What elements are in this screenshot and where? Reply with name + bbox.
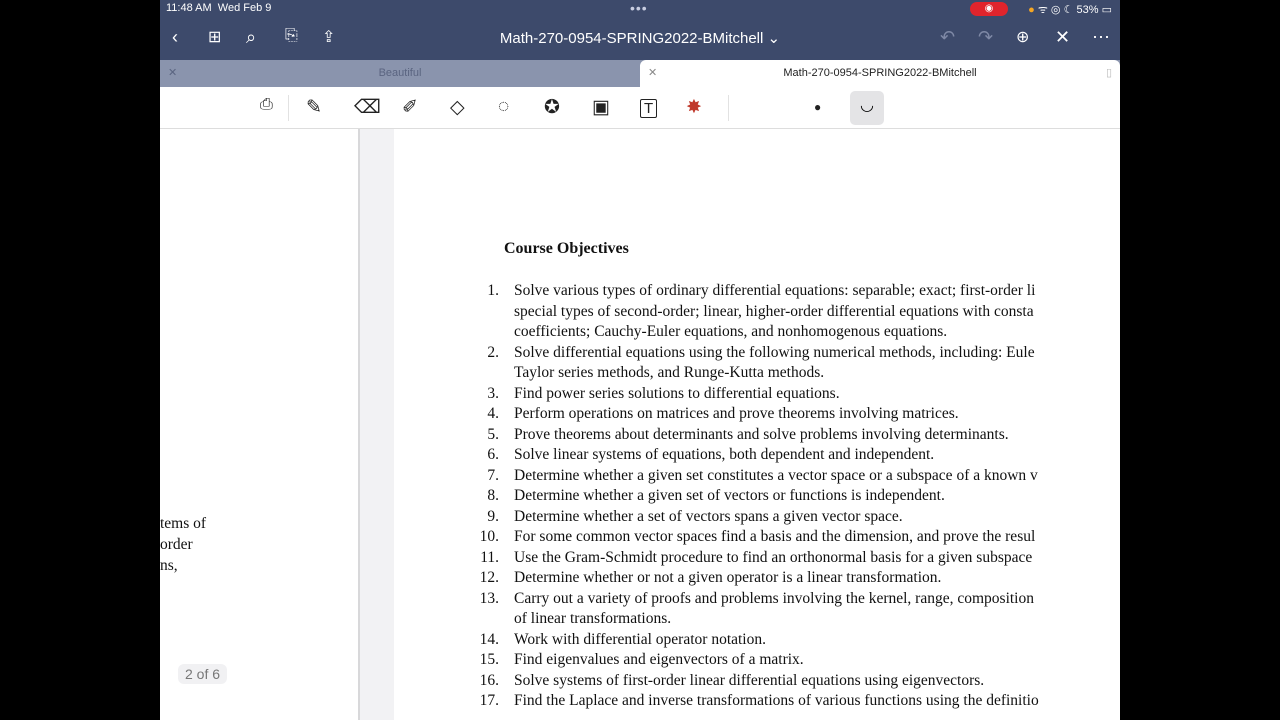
item-text: Taylor series methods, and Runge-Kutta methods. [514,364,825,381]
list-item-line [459,344,1120,365]
item-text: Use the Gram-Schmidt procedure to find an orthonormal basis for a given subspace [514,548,1033,566]
status-bar [160,0,1120,18]
recording-indicator[interactable]: ◉ [970,2,1008,16]
document-title[interactable]: Math-270-0954-SPRING2022-BMitchell ⌄ [499,30,781,47]
item-text: Solve systems of first-order linear differential equations using eigenvectors. [514,671,985,689]
item-number: 2. [487,343,499,361]
share-icon[interactable]: ⇪ [322,29,336,46]
item-text: Find the Laplace and inverse transformations of various functions using the definitio [514,692,1039,709]
list-item-line [459,426,1120,447]
lasso-icon[interactable]: ◌ [498,96,510,117]
list-item-line [459,549,1120,570]
back-icon[interactable]: ‹ [172,27,178,47]
list-item-line [459,528,1120,549]
item-text: Determine whether a given set constitutes a vector space or a subspace of a known v [514,466,1038,484]
item-number: 16. [479,671,499,689]
list-item-line [459,303,1120,324]
item-number: 14. [479,630,499,648]
item-number: 15. [479,651,499,668]
list-item-line [459,405,1120,426]
item-number: 11. [480,548,499,566]
page-text-fragment: ns, [160,557,178,574]
section-heading: Course Objectives [504,240,629,257]
list-item-line [459,590,1120,611]
laser-pointer-icon[interactable]: ✸ [686,97,702,118]
page-text-fragment: order [160,536,193,553]
item-number: 5. [487,425,499,443]
item-text: For some common vector spaces find a basis and the dimension, and prove the resul [514,528,1036,545]
text-box-icon[interactable]: T [640,99,657,118]
previous-page [160,129,358,720]
bookmark-icon[interactable]: ⎘ [285,27,298,44]
item-text: special types of second-order; linear, higher-order differential equations with consta [514,302,1034,320]
item-number: 7. [487,466,499,484]
list-item-line [459,385,1120,406]
item-text: Work with differential operator notation. [514,630,766,648]
list-item-line [459,323,1120,344]
item-number: 3. [487,384,499,402]
pdf-app [160,0,1120,720]
item-text: coefficients; Cauchy-Euler equations, and nonhomogenous equations. [514,323,948,340]
list-item-line [459,364,1120,385]
item-text: Perform operations on matrices and prove theorems involving matrices. [514,405,959,422]
annotation-toolbar [160,87,1120,129]
pen-icon[interactable]: ✎ [306,97,322,118]
current-page [394,129,1120,720]
page-gap [358,129,394,720]
item-text: Determine whether a given set of vectors or functions is independent. [514,487,945,504]
item-text: of linear transformations. [514,610,672,627]
item-number: 17. [479,692,499,709]
read-mode-icon[interactable]: ⎙ [260,96,273,113]
item-text: Solve differential equations using the following numerical methods, including: Eule [514,343,1035,361]
item-text: Find power series solutions to differential equations. [514,384,840,402]
page-text-fragment: tems of [160,515,207,532]
multitask-dots[interactable]: ••• [630,0,648,16]
item-text: Prove theorems about determinants and solve problems involving determinants. [514,425,1009,443]
pen-size-dot-icon[interactable]: ● [814,100,822,114]
status-icons: ● ᯤ ◎ ☾ 53% ▭ [1028,4,1112,16]
image-icon[interactable]: ▣ [592,97,610,118]
highlighter-icon[interactable]: ✐ [402,97,418,118]
item-text: Solve linear systems of equations, both dependent and independent. [514,446,935,463]
close-icon[interactable]: ✕ [1055,27,1071,47]
list-item-line [459,508,1120,529]
item-number: 12. [479,569,499,586]
redo-icon[interactable]: ↷ [978,27,994,47]
objectives-list [459,282,1120,713]
list-item-line [459,651,1120,672]
sticker-icon[interactable]: ✪ [544,97,560,118]
more-icon[interactable]: ⋯ [1092,27,1110,47]
list-item-line [459,610,1120,631]
list-item-line [459,282,1120,303]
item-text: Determine whether a set of vectors spans a given vector space. [514,507,903,525]
shapes-icon[interactable]: ◇ [450,97,465,118]
add-page-icon[interactable]: ⊕ [1016,29,1030,46]
item-text: Carry out a variety of proofs and problems involving the kernel, range, composition [514,589,1034,607]
pen-style-icon[interactable]: ◡ [850,91,884,125]
list-item-line [459,569,1120,590]
search-icon[interactable]: ⌕ [246,27,257,47]
item-number: 1. [487,282,499,299]
grid-icon[interactable]: ⊞ [208,29,222,46]
undo-icon[interactable]: ↶ [940,27,956,47]
close-tab-icon[interactable]: ✕ [168,67,178,79]
item-text: Solve various types of ordinary differential equations: separable; exact; first-order li [514,282,1036,299]
list-item-line [459,631,1120,652]
status-time-date: 11:48 AM Wed Feb 9 [166,2,272,14]
list-item-line [459,672,1120,693]
page-indicator: 2 of 6 [178,664,227,684]
close-tab-icon[interactable]: ✕ [648,67,658,79]
item-number: 8. [487,487,499,504]
tab-beautiful[interactable]: ✕ Beautiful [160,60,640,87]
item-text: Determine whether or not a given operator is a linear transformation. [514,569,942,586]
tab-bar [160,60,1120,87]
item-number: 9. [487,507,499,525]
nav-bar [160,18,1120,60]
divider [288,95,289,121]
item-number: 10. [479,528,499,545]
eraser-icon[interactable]: ⌫ [354,97,381,118]
tab-math-270[interactable]: ✕ Math-270-0954-SPRING2022-BMitchell ▯ [640,60,1120,87]
list-item-line [459,467,1120,488]
item-number: 4. [487,405,499,422]
item-text: Find eigenvalues and eigenvectors of a matrix. [514,651,804,668]
list-item-line [459,446,1120,467]
divider [728,95,729,121]
item-number: 6. [487,446,499,463]
list-item-line [459,487,1120,508]
item-number: 13. [479,589,499,607]
split-view-icon[interactable]: ▯ [1105,67,1112,79]
list-item-line [459,692,1120,713]
